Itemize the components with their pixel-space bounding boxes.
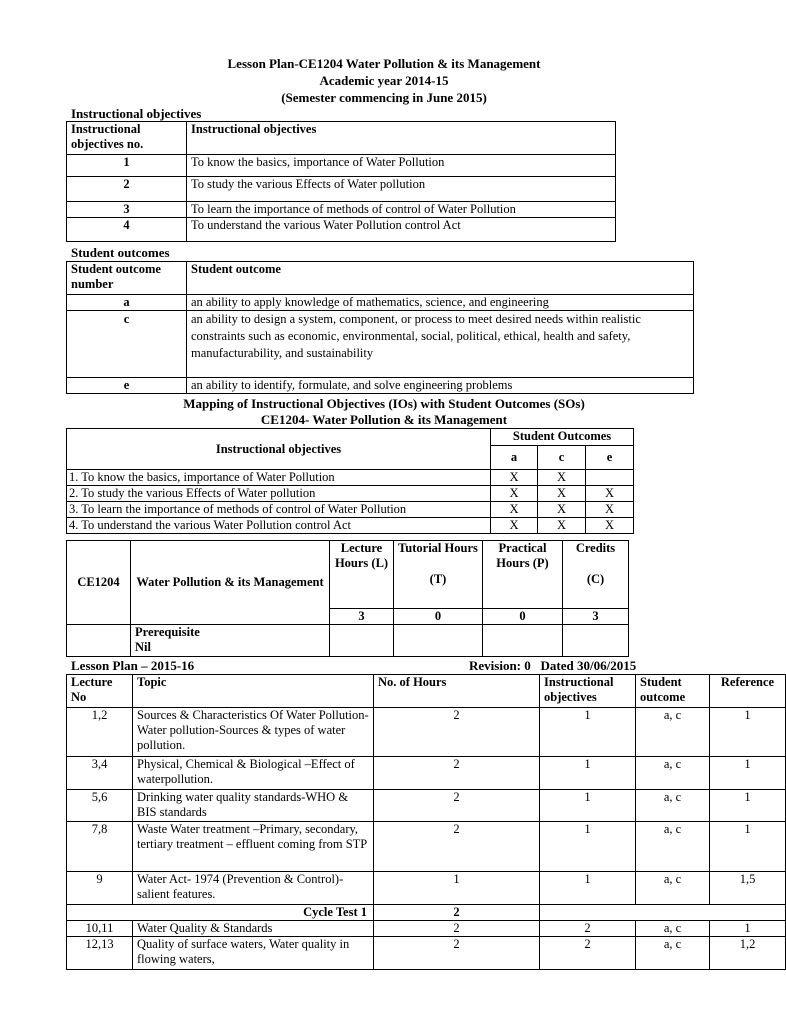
table-row: 3,4 Physical, Chemical & Biological –Effect of waterpollution. 2 1 a, c 1 bbox=[67, 757, 786, 790]
io-heading: Instructional objectives bbox=[71, 106, 202, 121]
lesson-plan-label: Lesson Plan – 2015-16 bbox=[71, 658, 195, 673]
lecture-hours-label: Lecture Hours (L) bbox=[330, 541, 394, 609]
table-row: 3 To learn the importance of methods of control of Water Pollution bbox=[67, 202, 616, 218]
table-row: 1. To know the basics, importance of Water Pollution X X bbox=[67, 470, 634, 486]
mapping-col-so: Student Outcomes bbox=[491, 429, 634, 446]
col-so: Student outcome bbox=[636, 675, 710, 708]
mapping-table: Instructional objectives Student Outcomes a c e 1. To know the basics, importance of Water Pollution X X 2. To study the various Effects of Water pollution X X X 3. To learn the importance of methods of control of Water Pollution X X X 4. To understand the various Water Pollution control Act X X X bbox=[66, 428, 634, 534]
so-table bbox=[66, 261, 694, 394]
col-io: Instructional objectives bbox=[540, 675, 636, 708]
practical-hours-label: Practical Hours (P) bbox=[483, 541, 563, 609]
mapping-heading: Mapping of Instructional Objectives (IOs) with Student Outcomes (SOs) bbox=[183, 396, 585, 411]
course-name: Water Pollution & its Management bbox=[131, 541, 330, 625]
table-row: 2. To study the various Effects of Water pollution X X X bbox=[67, 486, 634, 502]
table-row: 7,8 Waste Water treatment –Primary, secondary, tertiary treatment – effluent coming from STP 2 1 a, c 1 bbox=[67, 822, 786, 872]
mapping-col-io: Instructional objectives bbox=[67, 429, 491, 470]
col-topic: Topic bbox=[133, 675, 374, 708]
table-row: 12,13 Quality of surface waters, Water quality in flowing waters, 2 2 a, c 1,2 bbox=[67, 937, 786, 970]
mapping-subheading: CE1204- Water Pollution & its Management bbox=[260, 412, 508, 427]
table-row: 4 To understand the various Water Pollution control Act bbox=[67, 218, 616, 242]
practical-hours-value: 0 bbox=[483, 609, 563, 625]
table-row: 1 To know the basics, importance of Water Pollution bbox=[67, 155, 616, 177]
so-col-outcome: Student outcome bbox=[187, 262, 694, 295]
lecture-hours-value: 3 bbox=[330, 609, 394, 625]
lesson-plan-table bbox=[66, 674, 786, 970]
table-row: 2 To study the various Effects of Water pollution bbox=[67, 177, 616, 202]
col-hours: No. of Hours bbox=[374, 675, 540, 708]
so-col-number: Student outcome number bbox=[67, 262, 187, 295]
table-row: 9 Water Act- 1974 (Prevention & Control)- salient features. 1 1 a, c 1,5 bbox=[67, 872, 786, 905]
io-col-objective: Instructional objectives bbox=[187, 122, 616, 155]
table-row: 4. To understand the various Water Pollution control Act X X X bbox=[67, 518, 634, 534]
table-row: 1,2 Sources & Characteristics Of Water Pollution-Water pollution-Sources & types of water pollution. 2 1 a, c 1 bbox=[67, 708, 786, 757]
course-table bbox=[66, 540, 629, 657]
semester-note: (Semester commencing in June 2015) bbox=[281, 90, 487, 105]
table-row: a an ability to apply knowledge of mathematics, science, and engineering bbox=[67, 295, 694, 311]
table-row: 5,6 Drinking water quality standards-WHO & BIS standards 2 1 a, c 1 bbox=[67, 790, 786, 822]
tutorial-hours-label: Tutorial Hours (T) bbox=[394, 541, 483, 609]
revision-info: Revision: 0 Dated 30/06/2015 bbox=[469, 658, 637, 673]
io-col-number: Instructional objectives no. bbox=[67, 122, 187, 155]
credits-value: 3 bbox=[563, 609, 629, 625]
so-heading: Student outcomes bbox=[71, 245, 170, 260]
academic-year: Academic year 2014-15 bbox=[319, 73, 449, 88]
table-row: 10,11 Water Quality & Standards 2 2 a, c 1 bbox=[67, 921, 786, 937]
table-row: 3. To learn the importance of methods of control of Water Pollution X X X bbox=[67, 502, 634, 518]
prerequisite: Prerequisite Nil bbox=[131, 625, 330, 657]
io-table bbox=[66, 121, 616, 242]
course-code: CE1204 bbox=[67, 541, 131, 625]
cycle-test-row: Cycle Test 1 2 bbox=[67, 905, 786, 921]
credits-label: Credits (C) bbox=[563, 541, 629, 609]
document-title: Lesson Plan-CE1204 Water Pollution & its Management bbox=[227, 56, 541, 71]
table-row: e an ability to identify, formulate, and solve engineering problems bbox=[67, 378, 694, 394]
table-row: c an ability to design a system, component, or process to meet desired needs within realistic constraints such as economic, environmental, social, political, ethical, health and safety, manufacturability, and sustainability bbox=[67, 311, 694, 378]
col-reference: Reference bbox=[710, 675, 786, 708]
tutorial-hours-value: 0 bbox=[394, 609, 483, 625]
col-lecture-no: Lecture No bbox=[67, 675, 133, 708]
